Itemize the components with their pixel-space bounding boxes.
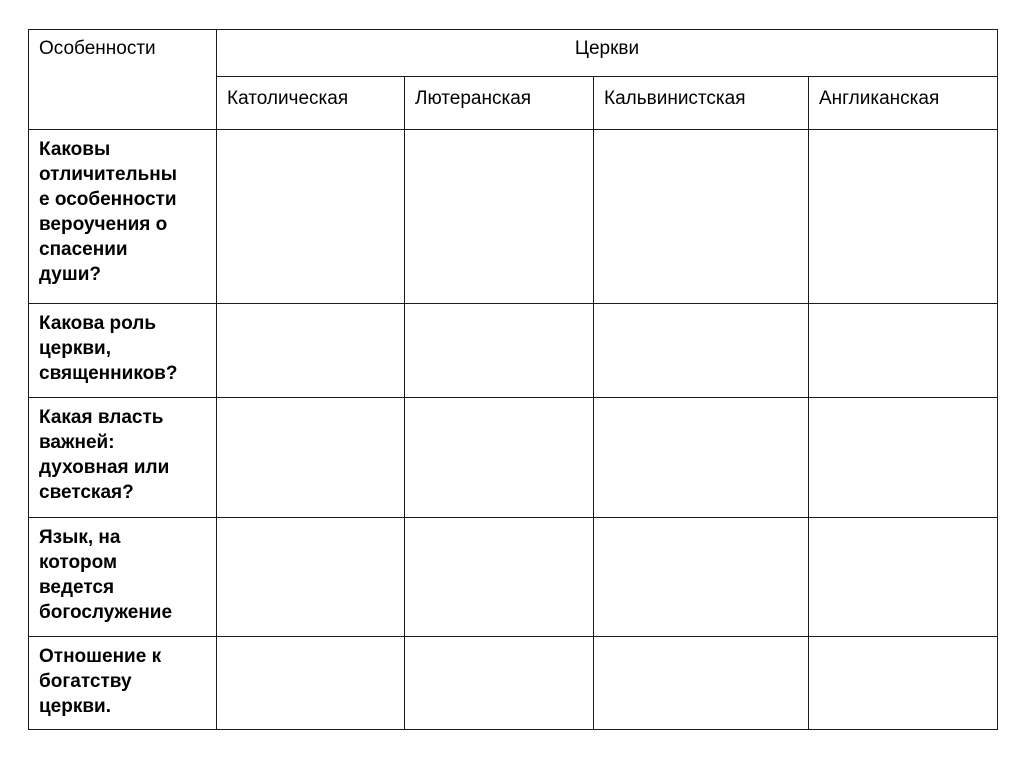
label-line: церкви, [39, 338, 112, 359]
label-line: Какая власть [39, 407, 164, 428]
churches-comparison-table [28, 29, 998, 730]
row-label-church-role [29, 304, 217, 398]
label-line: ведется [39, 577, 115, 598]
label-line: духовная или [39, 457, 170, 478]
label-line: души? [39, 264, 101, 285]
label-line: священников? [39, 363, 178, 384]
label-line: Язык, на [39, 527, 121, 548]
churches-header: Церкви [217, 30, 998, 77]
table-row [29, 304, 998, 398]
answer-cell[interactable] [405, 398, 594, 518]
table-row [29, 637, 998, 730]
table-row [29, 130, 998, 304]
label-line: богослужение [39, 602, 173, 623]
church-header-lutheran: Лютеранская [405, 77, 594, 130]
answer-cell[interactable] [594, 130, 809, 304]
row-label-power [29, 398, 217, 518]
label-line: отличительны [39, 164, 177, 185]
label-line: богатству [39, 671, 132, 692]
answer-cell[interactable] [405, 637, 594, 730]
answer-cell[interactable] [594, 398, 809, 518]
label-line: Какова роль [39, 313, 157, 334]
header-row [29, 30, 998, 77]
answer-cell[interactable] [594, 304, 809, 398]
label-line: котором [39, 552, 118, 573]
answer-cell[interactable] [217, 398, 405, 518]
label-line: важней: [39, 432, 115, 453]
label-line: вероучения о [39, 214, 168, 235]
answer-cell[interactable] [217, 130, 405, 304]
answer-cell[interactable] [809, 304, 998, 398]
answer-cell[interactable] [809, 637, 998, 730]
answer-cell[interactable] [809, 518, 998, 637]
table-row [29, 398, 998, 518]
answer-cell[interactable] [217, 518, 405, 637]
church-header-calvinist: Кальвинистская [594, 77, 809, 130]
church-header-anglican: Англиканская [809, 77, 998, 130]
answer-cell[interactable] [217, 637, 405, 730]
church-header-catholic: Католическая [217, 77, 405, 130]
features-header: Особенности [29, 30, 217, 130]
answer-cell[interactable] [405, 518, 594, 637]
answer-cell[interactable] [809, 130, 998, 304]
row-label-salvation [29, 130, 217, 304]
label-line: Отношение к [39, 646, 162, 667]
answer-cell[interactable] [594, 637, 809, 730]
answer-cell[interactable] [405, 304, 594, 398]
answer-cell[interactable] [594, 518, 809, 637]
label-line: церкви. [39, 696, 112, 717]
label-line: светская? [39, 482, 134, 503]
answer-cell[interactable] [217, 304, 405, 398]
answer-cell[interactable] [405, 130, 594, 304]
label-line: спасении [39, 239, 128, 260]
row-label-language [29, 518, 217, 637]
label-line: е особенности [39, 189, 177, 210]
row-label-wealth [29, 637, 217, 730]
answer-cell[interactable] [809, 398, 998, 518]
label-line: Каковы [39, 139, 111, 160]
table-row [29, 518, 998, 637]
